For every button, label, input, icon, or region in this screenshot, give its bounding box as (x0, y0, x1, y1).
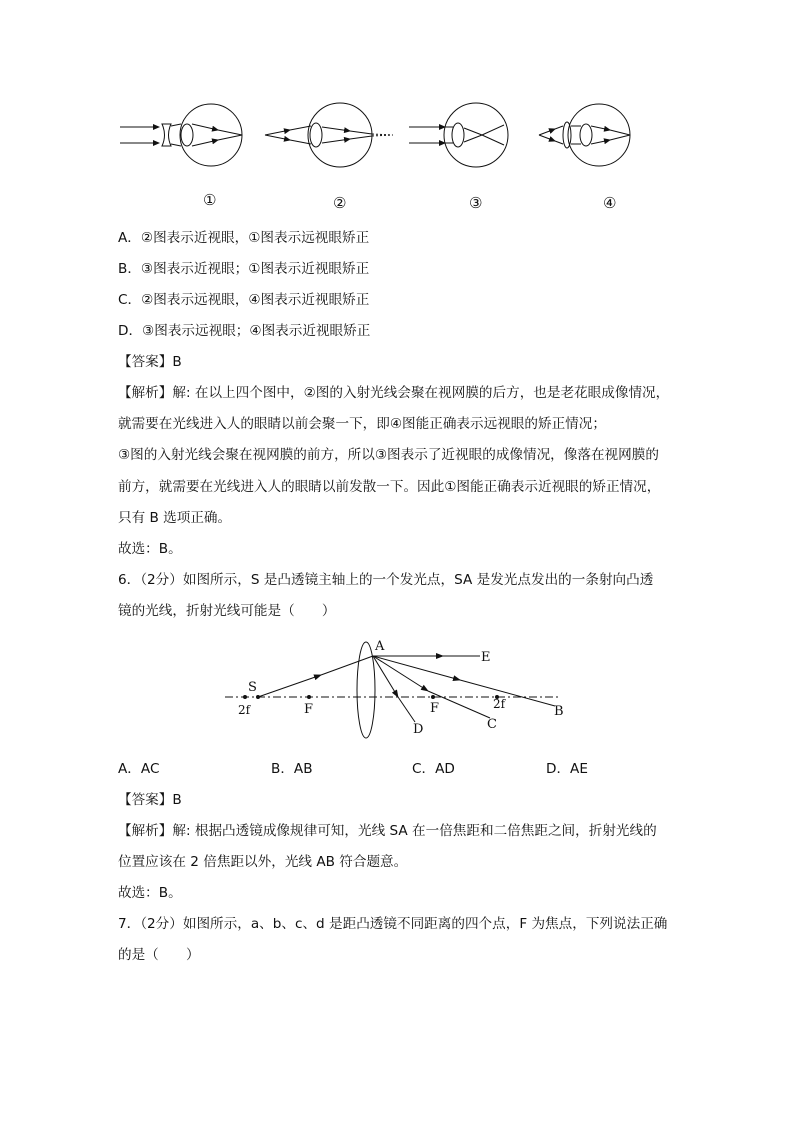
q6-option-d: D．AE (546, 761, 588, 777)
q5-analysis-line-5: 只有 B 选项正确。 (118, 510, 232, 526)
q5-analysis-line-4: 前方，就需要在光线进入人的眼睛以前发散一下。因此①图能正确表示近视眼的矫正情况， (118, 479, 661, 495)
q5-option-c: C．②图表示远视眼，④图表示近视眼矫正 (118, 292, 370, 308)
q5-option-b: B．③图表示近视眼；①图表示近视眼矫正 (118, 261, 370, 277)
point-F-right (431, 695, 435, 699)
eye-figure-label-1: ① (203, 191, 217, 209)
q5-conclusion: 故选：B。 (118, 541, 182, 557)
point-F-left (307, 695, 311, 699)
q6-conclusion: 故选：B。 (118, 885, 182, 901)
eye-diagram-3 (409, 103, 508, 167)
label-2f-right: 2f (493, 697, 506, 711)
q6-analysis-line-1: 【解析】解: 根据凸透镜成像规律可知，光线 SA 在一倍焦距和二倍焦距之间，折射光线的 (118, 823, 657, 839)
q5-analysis-line-3: ③图的入射光线会聚在视网膜的前方，所以③图表示了近视眼的成像情况，像落在视网膜的 (118, 447, 659, 463)
label-B: B (554, 704, 564, 719)
eye-figure-label-3: ③ (469, 194, 483, 212)
label-C: C (487, 717, 497, 732)
eye-diagram-2 (265, 103, 393, 167)
ray-AC (373, 656, 428, 691)
label-A: A (375, 639, 385, 654)
q5-option-a: A．②图表示近视眼，①图表示远视眼矫正 (118, 230, 370, 246)
q5-analysis-line-2: 就需要在光线进入人的眼睛以前会聚一下，即④图能正确表示远视眼的矫正情况； (118, 416, 606, 432)
q7-stem-line-1: 7．（2分）如图所示，a、b、c、d 是距凸透镜不同距离的四个点，F 为焦点，下列说法正确 (118, 916, 668, 932)
label-2f-left: 2f (238, 703, 251, 717)
ray-AB (373, 656, 460, 680)
ray-SA (258, 675, 321, 697)
label-F-left: F (304, 702, 314, 717)
q6-option-a: A．AC (118, 761, 160, 777)
q6-stem-line-1: 6．（2分）如图所示，S 是凸透镜主轴上的一个发光点，SA 是发光点发出的一条射向凸透 (118, 572, 654, 588)
q5-option-d: D．③图表示远视眼；④图表示近视眼矫正 (118, 323, 371, 339)
q6-option-b: B．AB (271, 761, 313, 777)
label-F-right: F (430, 701, 440, 716)
q6-answer: 【答案】B (118, 792, 182, 808)
q5-answer: 【答案】B (118, 354, 182, 370)
label-D: D (413, 722, 424, 737)
q7-stem-line-2: 的是（ ） (118, 947, 200, 963)
label-E: E (481, 650, 491, 665)
eye-diagrams-figure (115, 98, 675, 188)
q6-analysis-line-2: 位置应该在 2 倍焦距以外，光线 AB 符合题意。 (118, 854, 408, 870)
convex-lens-figure (225, 634, 575, 744)
point-S (256, 695, 260, 699)
eye-figure-label-4: ④ (603, 194, 617, 212)
q6-option-c: C．AD (412, 761, 455, 777)
eye-diagram-4 (539, 104, 630, 166)
eye-figure-label-2: ② (333, 194, 347, 212)
label-S: S (248, 680, 257, 695)
point-2f-left (243, 695, 247, 699)
eye-diagram-1 (120, 104, 242, 166)
q5-analysis-line-1: 【解析】解: 在以上四个图中，②图的入射光线会聚在视网膜的后方，也是老花眼成像情况， (118, 385, 670, 401)
q6-stem-line-2: 镜的光线，折射光线可能是（ ） (118, 603, 336, 619)
